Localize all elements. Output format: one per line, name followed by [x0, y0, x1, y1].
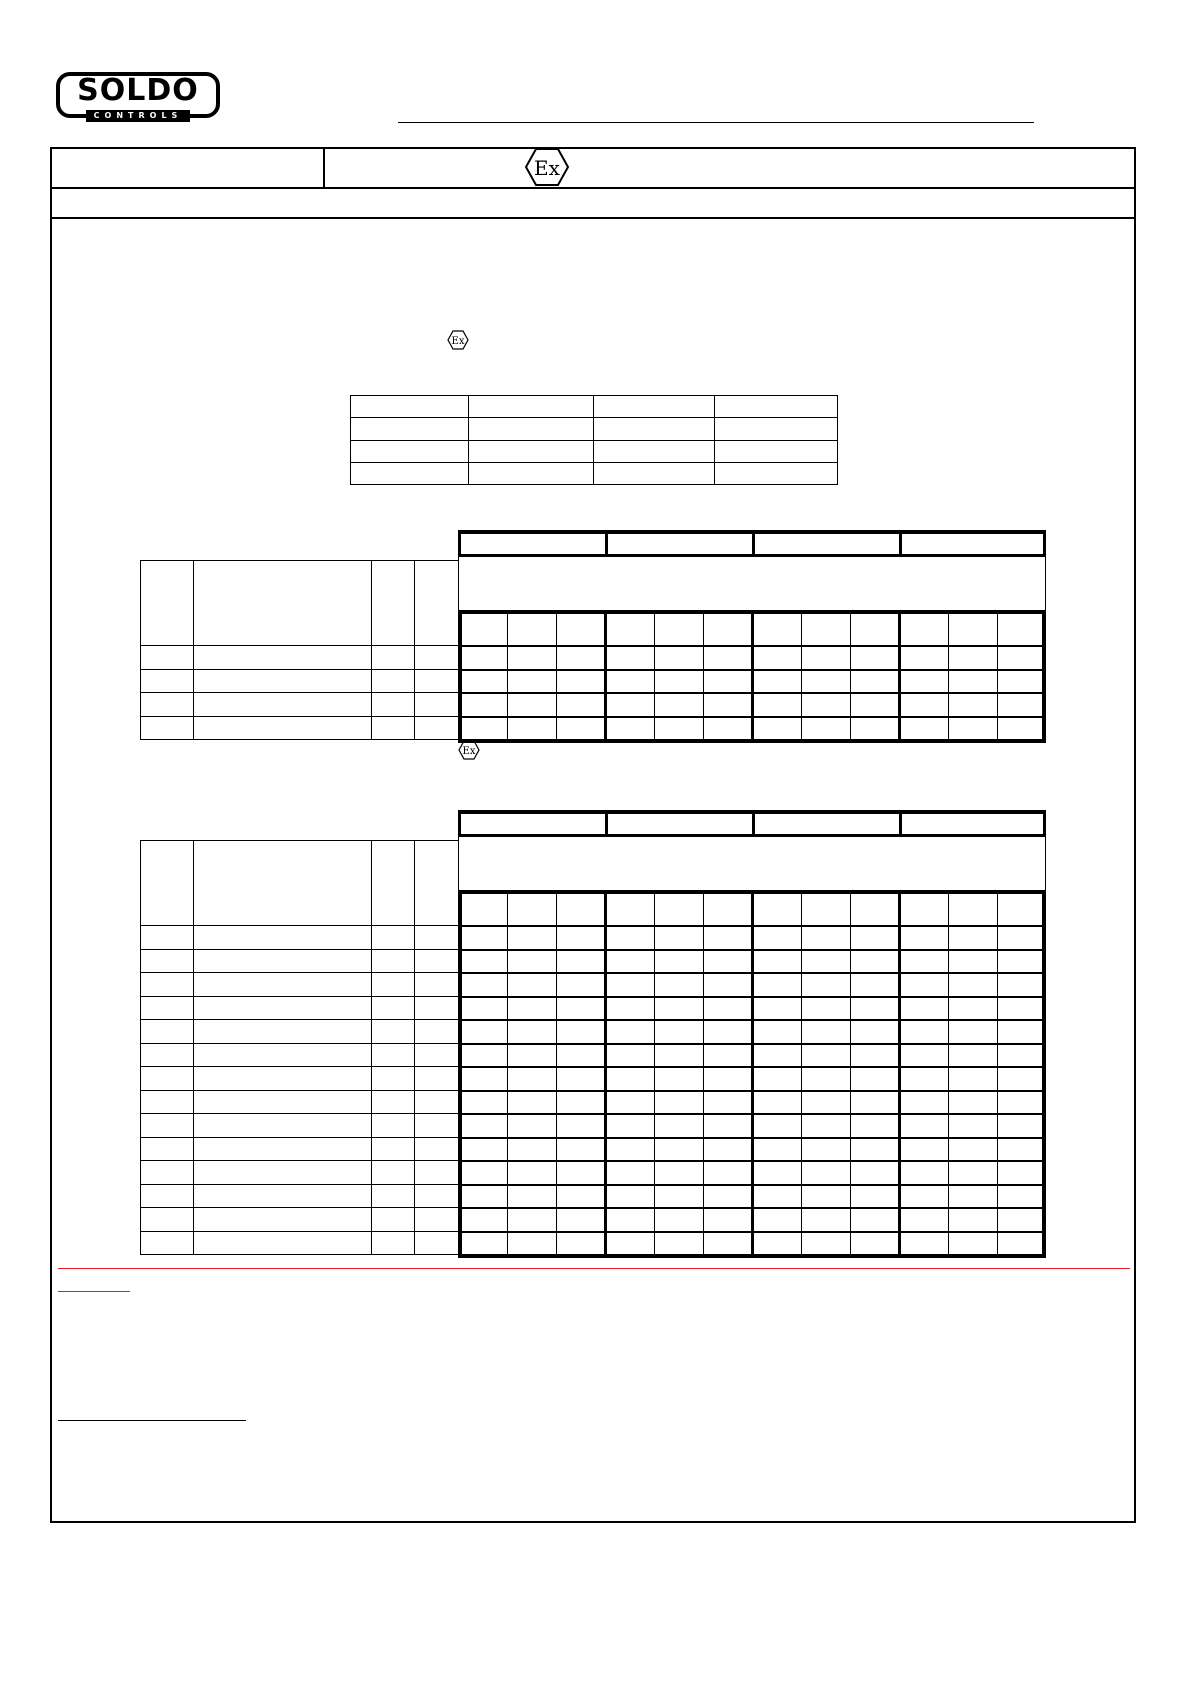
table-row-line-left	[140, 1043, 458, 1044]
table-row-line-grid	[458, 669, 1046, 671]
grid-right-thick	[1042, 890, 1046, 1257]
table-bottom-left	[140, 1254, 458, 1255]
grid-subcolumn	[556, 890, 557, 1254]
grid-group-thick	[604, 890, 607, 1257]
mid-left-border	[458, 836, 459, 890]
grid-subcolumn	[556, 610, 557, 739]
logo-wordmark: SOLDO	[77, 73, 199, 108]
grid-subcolumn	[850, 890, 851, 1254]
band-group-divider	[1043, 810, 1046, 836]
left-column-line	[140, 840, 141, 1254]
ex-atex-small-icon-2	[458, 740, 480, 760]
small-table	[350, 395, 838, 485]
mid-right-border	[1045, 556, 1046, 610]
table-row-line-left	[140, 1090, 458, 1091]
left-column-line	[193, 560, 194, 739]
table-row-line-grid	[458, 949, 1046, 951]
table-row-line-left	[140, 716, 458, 717]
table-row-line-left	[140, 1231, 458, 1232]
grid-left-thick	[458, 890, 462, 1257]
table-row-line-left	[140, 1066, 458, 1067]
grid-subcolumn	[703, 890, 704, 1254]
grid-group-thick	[898, 890, 901, 1257]
grid-subcolumn	[654, 890, 655, 1254]
grid-subcolumn	[507, 890, 508, 1254]
table-row-line-left	[140, 972, 458, 973]
section-underline	[58, 1420, 246, 1421]
band-group-divider	[1043, 530, 1046, 556]
table-row-line-left	[140, 1019, 458, 1020]
table-row-line-grid	[458, 645, 1046, 647]
left-column-line	[371, 840, 372, 1254]
svg-text:Ex: Ex	[534, 156, 560, 180]
left-column-line	[371, 560, 372, 739]
table-row-line-grid	[458, 996, 1046, 998]
table-row-line-left	[140, 1207, 458, 1208]
ex-atex-icon	[525, 148, 569, 186]
table-row-line-left	[140, 669, 458, 670]
mid-left-border	[458, 556, 459, 610]
band-group-divider	[458, 530, 461, 556]
grid-subcolumn	[948, 610, 949, 739]
table-row-line-left	[140, 1184, 458, 1185]
grid-group-thick	[751, 610, 754, 742]
header-row-divider-2	[50, 217, 1136, 219]
left-column-line	[193, 840, 194, 1254]
table-row-line-grid	[458, 1043, 1046, 1045]
left-header-top	[140, 560, 458, 561]
grid-subcolumn	[997, 610, 998, 739]
grid-subcolumn	[801, 610, 802, 739]
mid-right-border	[1045, 836, 1046, 890]
header-column-divider	[323, 147, 325, 188]
left-header-top	[140, 840, 458, 841]
table-row-line-grid	[458, 1207, 1046, 1209]
table-row-line-left	[140, 1137, 458, 1138]
table-row-line-left	[140, 925, 458, 926]
table-row-line-grid	[458, 1113, 1046, 1115]
band-group-divider	[605, 530, 608, 556]
band-group-divider	[605, 810, 608, 836]
grid-subcolumn	[948, 890, 949, 1254]
grid-left-thick	[458, 610, 462, 742]
note-red-rule	[58, 1268, 1130, 1269]
header-row-divider	[50, 187, 1136, 189]
table-row-line-grid	[458, 925, 1046, 927]
band-group-divider	[752, 810, 755, 836]
table-row-line-left	[140, 996, 458, 997]
table-row-line-left	[140, 692, 458, 693]
svg-text:Ex: Ex	[462, 746, 476, 757]
left-column-line	[414, 560, 415, 739]
company-logo	[56, 72, 224, 124]
table-bottom-left	[140, 739, 458, 740]
header-rule	[398, 122, 1034, 123]
logo-subtitle: CONTROLS	[86, 110, 190, 122]
grid-group-thick	[751, 890, 754, 1257]
note-red-underline	[58, 1291, 130, 1292]
ex-atex-small-icon	[447, 330, 469, 350]
grid-subcolumn	[801, 890, 802, 1254]
band-group-divider	[899, 530, 902, 556]
table-row-line-left	[140, 1160, 458, 1161]
grid-subcolumn	[654, 610, 655, 739]
grid-subcolumn	[997, 890, 998, 1254]
table-row-line-left	[140, 645, 458, 646]
grid-subcolumn	[703, 610, 704, 739]
left-column-line	[414, 840, 415, 1254]
table-row-line-grid	[458, 1184, 1046, 1186]
left-column-line	[140, 560, 141, 739]
svg-text:Ex: Ex	[451, 336, 465, 347]
band-group-divider	[458, 810, 461, 836]
table-row-line-grid	[458, 1160, 1046, 1162]
table-row-line-grid	[458, 1137, 1046, 1139]
table-row-line-left	[140, 949, 458, 950]
table-row-line-grid	[458, 1066, 1046, 1068]
table-row-line-grid	[458, 692, 1046, 694]
band-group-divider	[899, 810, 902, 836]
table-row-line-grid	[458, 716, 1046, 718]
table-row-line-grid	[458, 1231, 1046, 1233]
table-row-line-grid	[458, 1019, 1046, 1021]
band-group-divider	[752, 530, 755, 556]
grid-group-thick	[898, 610, 901, 742]
grid-right-thick	[1042, 610, 1046, 742]
grid-subcolumn	[507, 610, 508, 739]
table-row-line-grid	[458, 972, 1046, 974]
grid-group-thick	[604, 610, 607, 742]
table-row-line-left	[140, 1113, 458, 1114]
grid-subcolumn	[850, 610, 851, 739]
table-row-line-grid	[458, 1090, 1046, 1092]
